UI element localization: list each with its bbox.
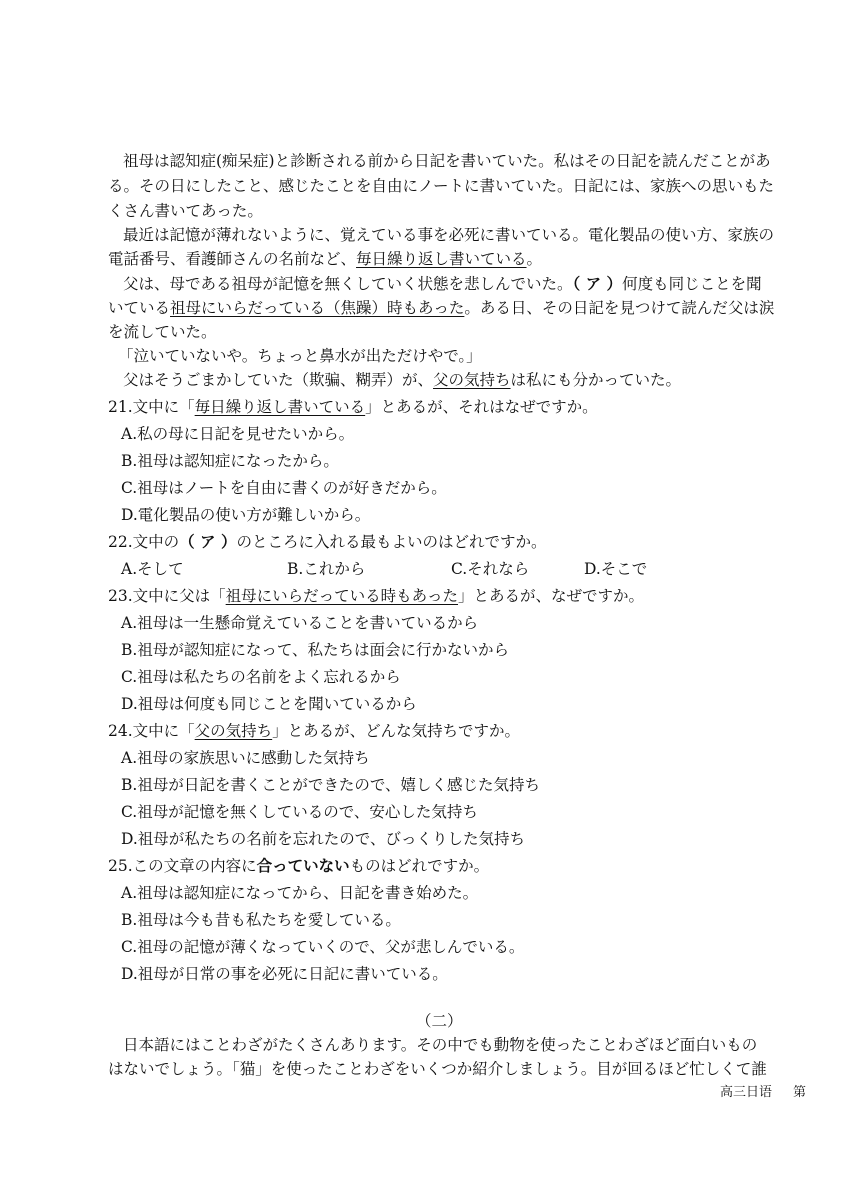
passage-line [123, 273, 762, 295]
text-segment: 24.文中に「 [108, 722, 195, 740]
text-segment: ものはどれですか。 [349, 857, 490, 875]
passage-line: くさん書いてあった。 [108, 202, 263, 220]
option-a[interactable]: A.私の母に日記を見せたいから。 [121, 425, 355, 443]
section-heading: （二） [416, 1012, 463, 1030]
question-24 [108, 720, 520, 742]
option-b[interactable]: B.祖母は認知症になったから。 [121, 452, 339, 470]
passage-line [123, 369, 681, 391]
passage-line: る。その日にしたこと、感じたことを自由にノートに書いていた。日記には、家族への思いもた [108, 177, 775, 195]
text-segment: 。ある日、その日記を見つけて読んだ父は涙 [464, 299, 775, 317]
footer-subject: 高三日语 [720, 1085, 773, 1100]
passage-line: はないでしょう。「猫」を使ったことわざをいくつか紹介しましょう。目が回るほど忙しくて誰 [108, 1060, 767, 1078]
text-segment: 。 [526, 250, 543, 268]
option-b[interactable]: B.祖母が日記を書くことができたので、嬉しく感じた気持ち [121, 776, 541, 794]
question-25 [108, 855, 489, 877]
option-d[interactable]: D.電化製品の使い方が難しいから。 [121, 506, 371, 524]
option-a[interactable]: A.そして [121, 560, 184, 578]
underlined-phrase: 毎日繰り返し書いている [356, 250, 527, 268]
option-d[interactable]: D.祖母は何度も同じことを聞いているから [121, 695, 417, 713]
passage-line: 最近は記憶が薄れないように、覚えている事を必死に書いている。電化製品の使い方、家族の [123, 226, 775, 244]
footer-page-label: 第 [793, 1085, 807, 1100]
option-d[interactable]: D.祖母が私たちの名前を忘れたので、びっくりした気持ち [121, 830, 525, 848]
option-b[interactable]: B.祖母が認知症になって、私たちは面会に行かないから [121, 641, 510, 659]
passage-line [108, 248, 542, 270]
underlined-phrase: 祖母にいらだっている時もあった [225, 587, 459, 605]
text-segment: いている [108, 299, 171, 317]
option-d[interactable]: D.そこで [584, 560, 648, 578]
underlined-phrase: 父の気持ち [194, 722, 273, 740]
option-a[interactable]: A.祖母の家族思いに感動した気持ち [121, 749, 370, 767]
underlined-phrase: 父の気持ち [433, 371, 511, 389]
question-22 [108, 531, 546, 553]
passage-line [108, 297, 774, 319]
passage-line: 祖母は認知症(痴呆症)と診断される前から日記を書いていた。私はその日記を読んだことがあ [123, 152, 771, 170]
text-segment: 電話番号、看護師さんの名前など、 [108, 250, 357, 268]
text-segment: 21.文中に「 [108, 398, 195, 416]
option-c[interactable]: C.祖母が記憶を無くしているので、安心した気持ち [121, 803, 478, 821]
text-segment: 何度も同じことを聞 [622, 275, 762, 293]
question-21 [108, 396, 598, 418]
option-c[interactable]: C.それなら [451, 560, 530, 578]
text-segment: 」とあるが、なぜですか。 [458, 587, 645, 605]
text-segment: のところに入れる最もよいのはどれですか。 [236, 533, 547, 551]
option-c[interactable]: C.祖母の記憶が薄くなっていくので、父が悲しんでいる。 [121, 938, 525, 956]
blank-marker: （ ア ） [179, 532, 237, 551]
option-a[interactable]: A.祖母は認知症になってから、日記を書き始めた。 [121, 884, 479, 902]
underlined-phrase: 祖母にいらだっている（焦躁）時もあった [170, 299, 465, 317]
text-segment: 」とあるが、どんな気持ちですか。 [272, 722, 521, 740]
passage-quote: 「泣いていないや。ちょっと鼻水が出ただけやで。」 [118, 347, 482, 365]
emphasized-phrase: 合っていない [256, 856, 350, 875]
option-c[interactable]: C.祖母は私たちの名前をよく忘れるから [121, 668, 401, 686]
option-b[interactable]: B.祖母は今も昔も私たちを愛している。 [121, 911, 401, 929]
option-a[interactable]: A.祖母は一生懸命覚えていることを書いているから [121, 614, 479, 632]
question-23 [108, 585, 644, 607]
option-b[interactable]: B.これから [287, 560, 366, 578]
passage-line: を流していた。 [108, 323, 217, 341]
text-segment: 23.文中に父は「 [108, 587, 226, 605]
option-d[interactable]: D.祖母が日常の事を必死に日記に書いている。 [121, 965, 448, 983]
underlined-phrase: 毎日繰り返し書いている [194, 398, 366, 416]
text-segment: 」とあるが、それはなぜですか。 [365, 398, 598, 416]
text-segment: 父は、母である祖母が記憶を無くしていく状態を悲しんでいた。 [123, 275, 573, 293]
passage-line: 日本語にはことわざがたくさんあります。その中でも動物を使ったことわざほど面白いもの [123, 1036, 758, 1054]
text-segment: 父はそうごまかしていた（欺骗、糊弄）が、 [123, 371, 434, 389]
blank-marker: （ ア ） [572, 274, 623, 293]
text-segment: は私にも分かっていた。 [510, 371, 682, 389]
text-segment: 22.文中の [108, 533, 180, 551]
option-c[interactable]: C.祖母はノートを自由に書くのが好きだから。 [121, 479, 447, 497]
text-segment: 25.この文章の内容に [108, 857, 257, 875]
